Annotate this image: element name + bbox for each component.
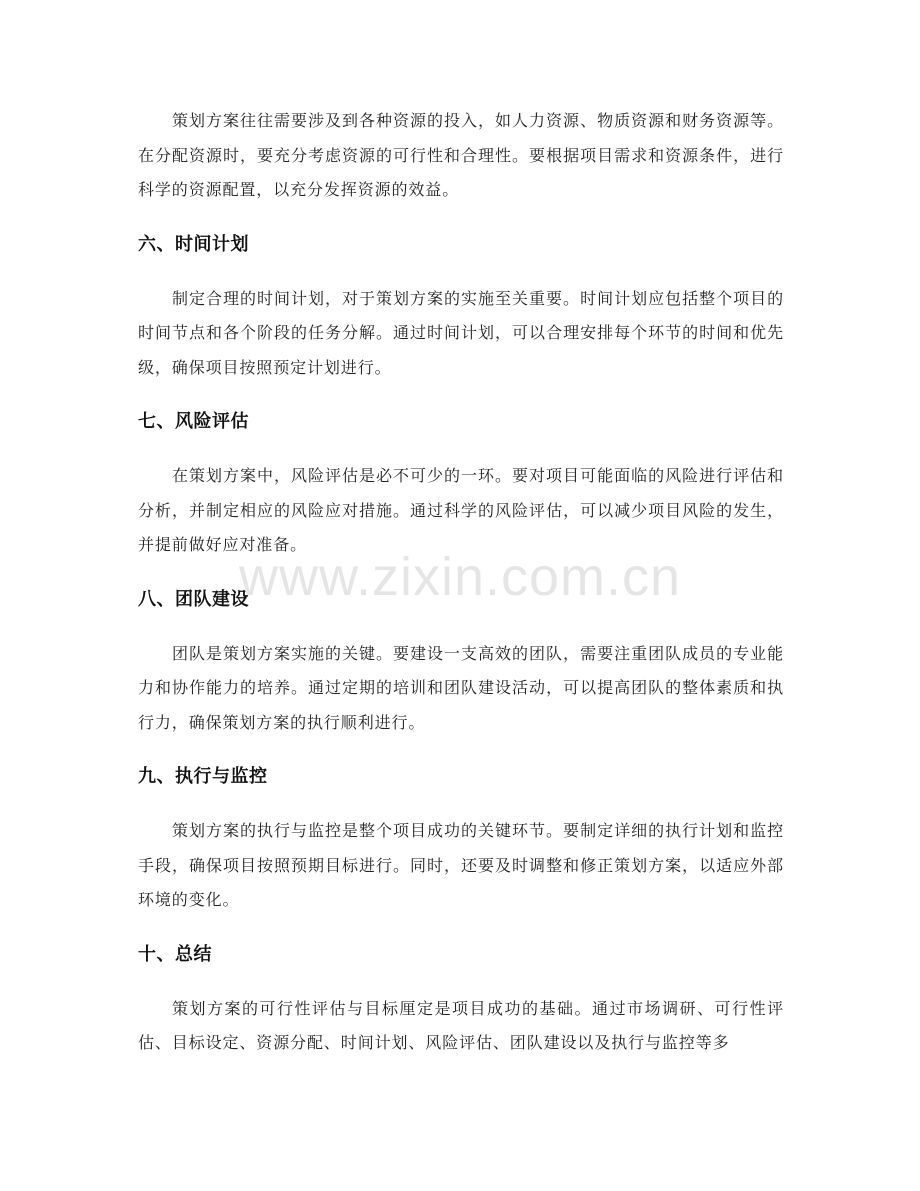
document-body: [138, 104, 784, 1061]
heading-execution-monitoring: 九、执行与监控: [138, 766, 268, 787]
heading-risk-assessment: 七、风险评估: [138, 411, 249, 432]
paragraph-summary: 策划方案的可行性评估与目标厘定是项目成功的基础。通过市场调研、可行性评估、目标设定、资源分配、时间计划、风险评估、团队建设以及执行与监控等多: [138, 998, 784, 1052]
paragraph-time-plan: 制定合理的时间计划，对于策划方案的实施至关重要。时间计划应包括整个项目的时间节点和各个阶段的任务分解。通过时间计划，可以合理安排每个环节的时间和优先级，确保项目按照预定计划进行。: [138, 288, 784, 377]
paragraph-team-building: 团队是策划方案实施的关键。要建设一支高效的团队，需要注重团队成员的专业能力和协作能力的培养。通过定期的培训和团队建设活动，可以提高团队的整体素质和执行力，确保策划方案的执行顺利进行。: [138, 643, 784, 732]
heading-time-plan: 六、时间计划: [138, 233, 249, 255]
paragraph-risk-assessment: 在策划方案中，风险评估是必不可少的一环。要对项目可能面临的风险进行评估和分析，并制定相应的风险应对措施。通过科学的风险评估，可以减少项目风险的发生，并提前做好应对准备。: [138, 466, 784, 554]
heading-summary: 十、总结: [138, 943, 212, 965]
watermark-text: www.zixin.com.cn: [238, 547, 682, 607]
heading-team-building: 八、团队建设: [138, 588, 249, 610]
paragraph-resource-allocation: 策划方案往往需要涉及到各种资源的投入，如人力资源、物质资源和财务资源等。在分配资源时，要充分考虑资源的可行性和合理性。要根据项目需求和资源条件，进行科学的资源配置，以充分发挥资源的效益。: [138, 111, 784, 199]
paragraph-execution-monitoring: 策划方案的执行与监控是整个项目成功的关键环节。要制定详细的执行计划和监控手段，确保项目按照预期目标进行。同时，还要及时调整和修正策划方案，以适应外部环境的变化。: [138, 821, 784, 909]
